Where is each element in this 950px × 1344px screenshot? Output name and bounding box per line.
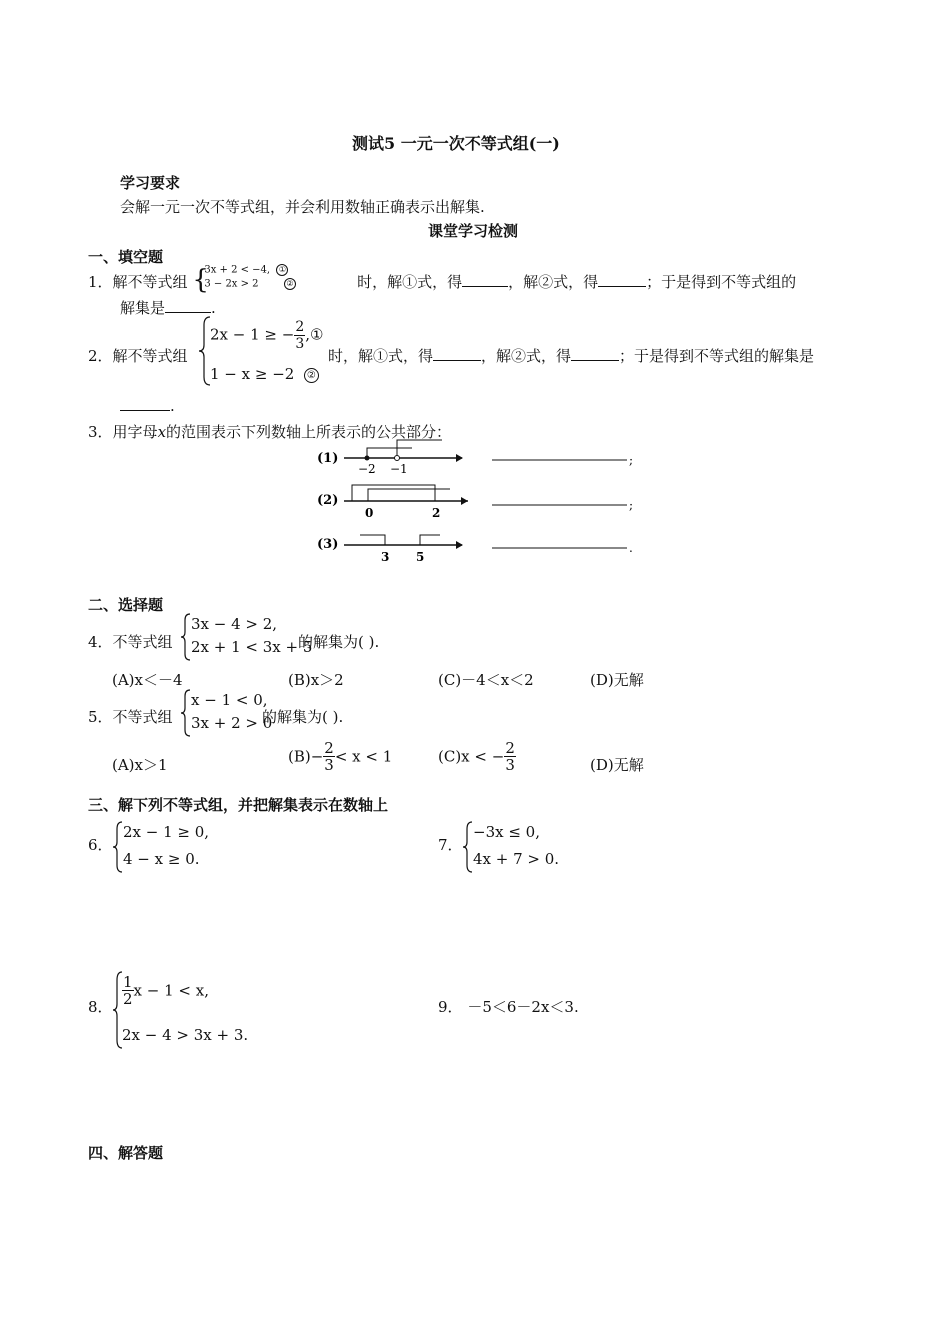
q3-number: 3． — [88, 423, 113, 441]
q6-number: 6． — [88, 836, 113, 854]
q7-eq1: −3x ≤ 0, — [473, 823, 540, 841]
q2-text-line — [328, 345, 814, 366]
number-line-label: (3) — [317, 537, 339, 552]
q8-eq1: $\frac{1}{2}$ x − 1 < x, — [123, 973, 209, 1008]
section4-heading: 四、解答题 — [88, 1144, 164, 1162]
number-line-1 — [317, 440, 633, 476]
q6-eq1: 2x − 1 ≥ 0, — [123, 823, 210, 841]
q7-number: 7． — [438, 836, 463, 854]
q2-blank-2[interactable] — [571, 346, 619, 361]
q4-suffix: 的解集为( ). — [298, 633, 380, 651]
q4-option-c[interactable]: (C)－4＜x＜2 — [438, 671, 534, 689]
q6-system — [112, 820, 222, 874]
q1-text-2: ，解②式，得 — [508, 273, 599, 291]
q9-number: 9． — [438, 998, 463, 1016]
q1-text-4: 解集是 — [120, 299, 166, 317]
q2-blank-1[interactable] — [433, 346, 481, 361]
number-line-label: (2) — [317, 493, 339, 508]
tick-label: 3 — [381, 550, 390, 564]
q2-eq1: 2x − 1 ≥ − $\frac{2}{3}$ ,① — [210, 319, 324, 352]
q2-system — [198, 315, 338, 387]
q5-number: 5． — [88, 708, 113, 726]
q5-eq2: 3x + 2 > 0 — [191, 714, 273, 732]
tick-label: 0 — [365, 506, 374, 520]
q4-number: 4． — [88, 633, 113, 651]
brace-icon: { — [192, 265, 209, 295]
q4-option-b[interactable]: (B)x＞2 — [288, 671, 344, 689]
q2-text-1: 时，解①式，得 — [328, 347, 434, 365]
q8-number: 8． — [88, 998, 113, 1016]
number-line-label: (1) — [317, 451, 339, 466]
q1-text-1: 时，解①式，得 — [357, 273, 463, 291]
q2-text-2: ，解②式，得 — [481, 347, 572, 365]
number-line-3 — [317, 535, 633, 564]
q4-option-a[interactable]: (A)x＜－4 — [112, 671, 183, 689]
q2-text-4: . — [170, 397, 175, 415]
q6-eq2: 4 − x ≥ 0. — [123, 850, 200, 868]
question-1 — [88, 264, 797, 296]
q5-suffix: 的解集为( ). — [262, 708, 344, 726]
tick-label: −1 — [390, 462, 408, 476]
classroom-heading: 课堂学习检测 — [428, 222, 519, 240]
q5-prefix: 不等式组 — [112, 708, 173, 726]
q5-option-d[interactable]: (D)无解 — [590, 756, 644, 774]
requirements-heading: 学习要求 — [120, 174, 181, 192]
q2-prefix: 解不等式组 — [112, 347, 188, 365]
q1-eq1: 3x + 2 < −4, ① — [204, 264, 288, 276]
q3-var: x — [157, 423, 167, 441]
section2-heading: 二、选择题 — [88, 596, 164, 614]
page-title: 测试5 一元一次不等式组(一) — [352, 134, 560, 153]
q8-eq2: 2x − 4 > 3x + 3. — [122, 1026, 249, 1044]
q1-system — [192, 264, 352, 295]
q5-prefix-line — [88, 706, 173, 727]
q5-option-b[interactable]: (B)− $\frac{2}{3}$ < x < 1 — [288, 739, 393, 774]
q1-text-5: . — [211, 299, 216, 317]
question-9 — [438, 996, 579, 1017]
q2-line-2 — [120, 396, 175, 415]
q4-eq1: 3x − 4 > 2, — [191, 615, 278, 633]
svg-text:;: ; — [629, 453, 634, 467]
q5-option-c[interactable]: (C)x < − $\frac{2}{3}$ — [438, 739, 515, 774]
q5-option-a[interactable]: (A)x＞1 — [112, 756, 168, 774]
section3-heading: 三、解下列不等式组，并把解集表示在数轴上 — [88, 796, 389, 814]
q1-text-3: ；于是得到不等式组的 — [646, 273, 797, 291]
section1-heading: 一、填空题 — [88, 248, 164, 266]
requirements-text: 会解一元一次不等式组，并会利用数轴正确表示出解集. — [120, 198, 485, 216]
q3-number-lines — [300, 438, 650, 568]
q3-text-b: 的范围表示下列数轴上所表示的公共部分： — [166, 423, 452, 441]
q5-system — [180, 688, 273, 738]
q3-text-a: 用字母 — [112, 423, 158, 441]
svg-text:;: ; — [629, 498, 634, 512]
q4-prefix-line — [88, 631, 173, 652]
q4-system — [180, 612, 313, 662]
q5-eq1: x − 1 < 0, — [191, 691, 268, 709]
q4-eq2: 2x + 1 < 3x + 5 — [191, 638, 313, 656]
number-line-2 — [317, 485, 633, 520]
q4-prefix: 不等式组 — [112, 633, 173, 651]
q2-number: 2． — [88, 347, 113, 365]
tick-label: 2 — [432, 506, 441, 520]
q2-text-3: ；于是得到不等式组的解集是 — [619, 347, 815, 365]
q2-prefix-line — [88, 345, 188, 366]
q1-blank-2[interactable] — [598, 272, 646, 287]
q7-system — [462, 820, 572, 874]
q8-system — [112, 970, 252, 1050]
q4-option-d[interactable]: (D)无解 — [590, 671, 644, 689]
q1-eq2: 3 − 2x > 2 ② — [204, 278, 296, 290]
q1-prefix: 解不等式组 — [112, 273, 188, 291]
q2-eq2: 1 − x ≥ −2 ② — [210, 365, 319, 383]
q1-blank-3[interactable] — [165, 298, 211, 313]
q1-blank-1[interactable] — [462, 272, 508, 287]
svg-text:.: . — [629, 541, 633, 555]
q1-number: 1． — [88, 273, 113, 291]
tick-label: 5 — [416, 550, 425, 564]
q7-eq2: 4x + 7 > 0. — [473, 850, 560, 868]
q2-blank-3[interactable] — [120, 396, 170, 411]
q9-text: －5＜6－2x＜3. — [467, 998, 579, 1016]
tick-label: −2 — [358, 462, 376, 476]
